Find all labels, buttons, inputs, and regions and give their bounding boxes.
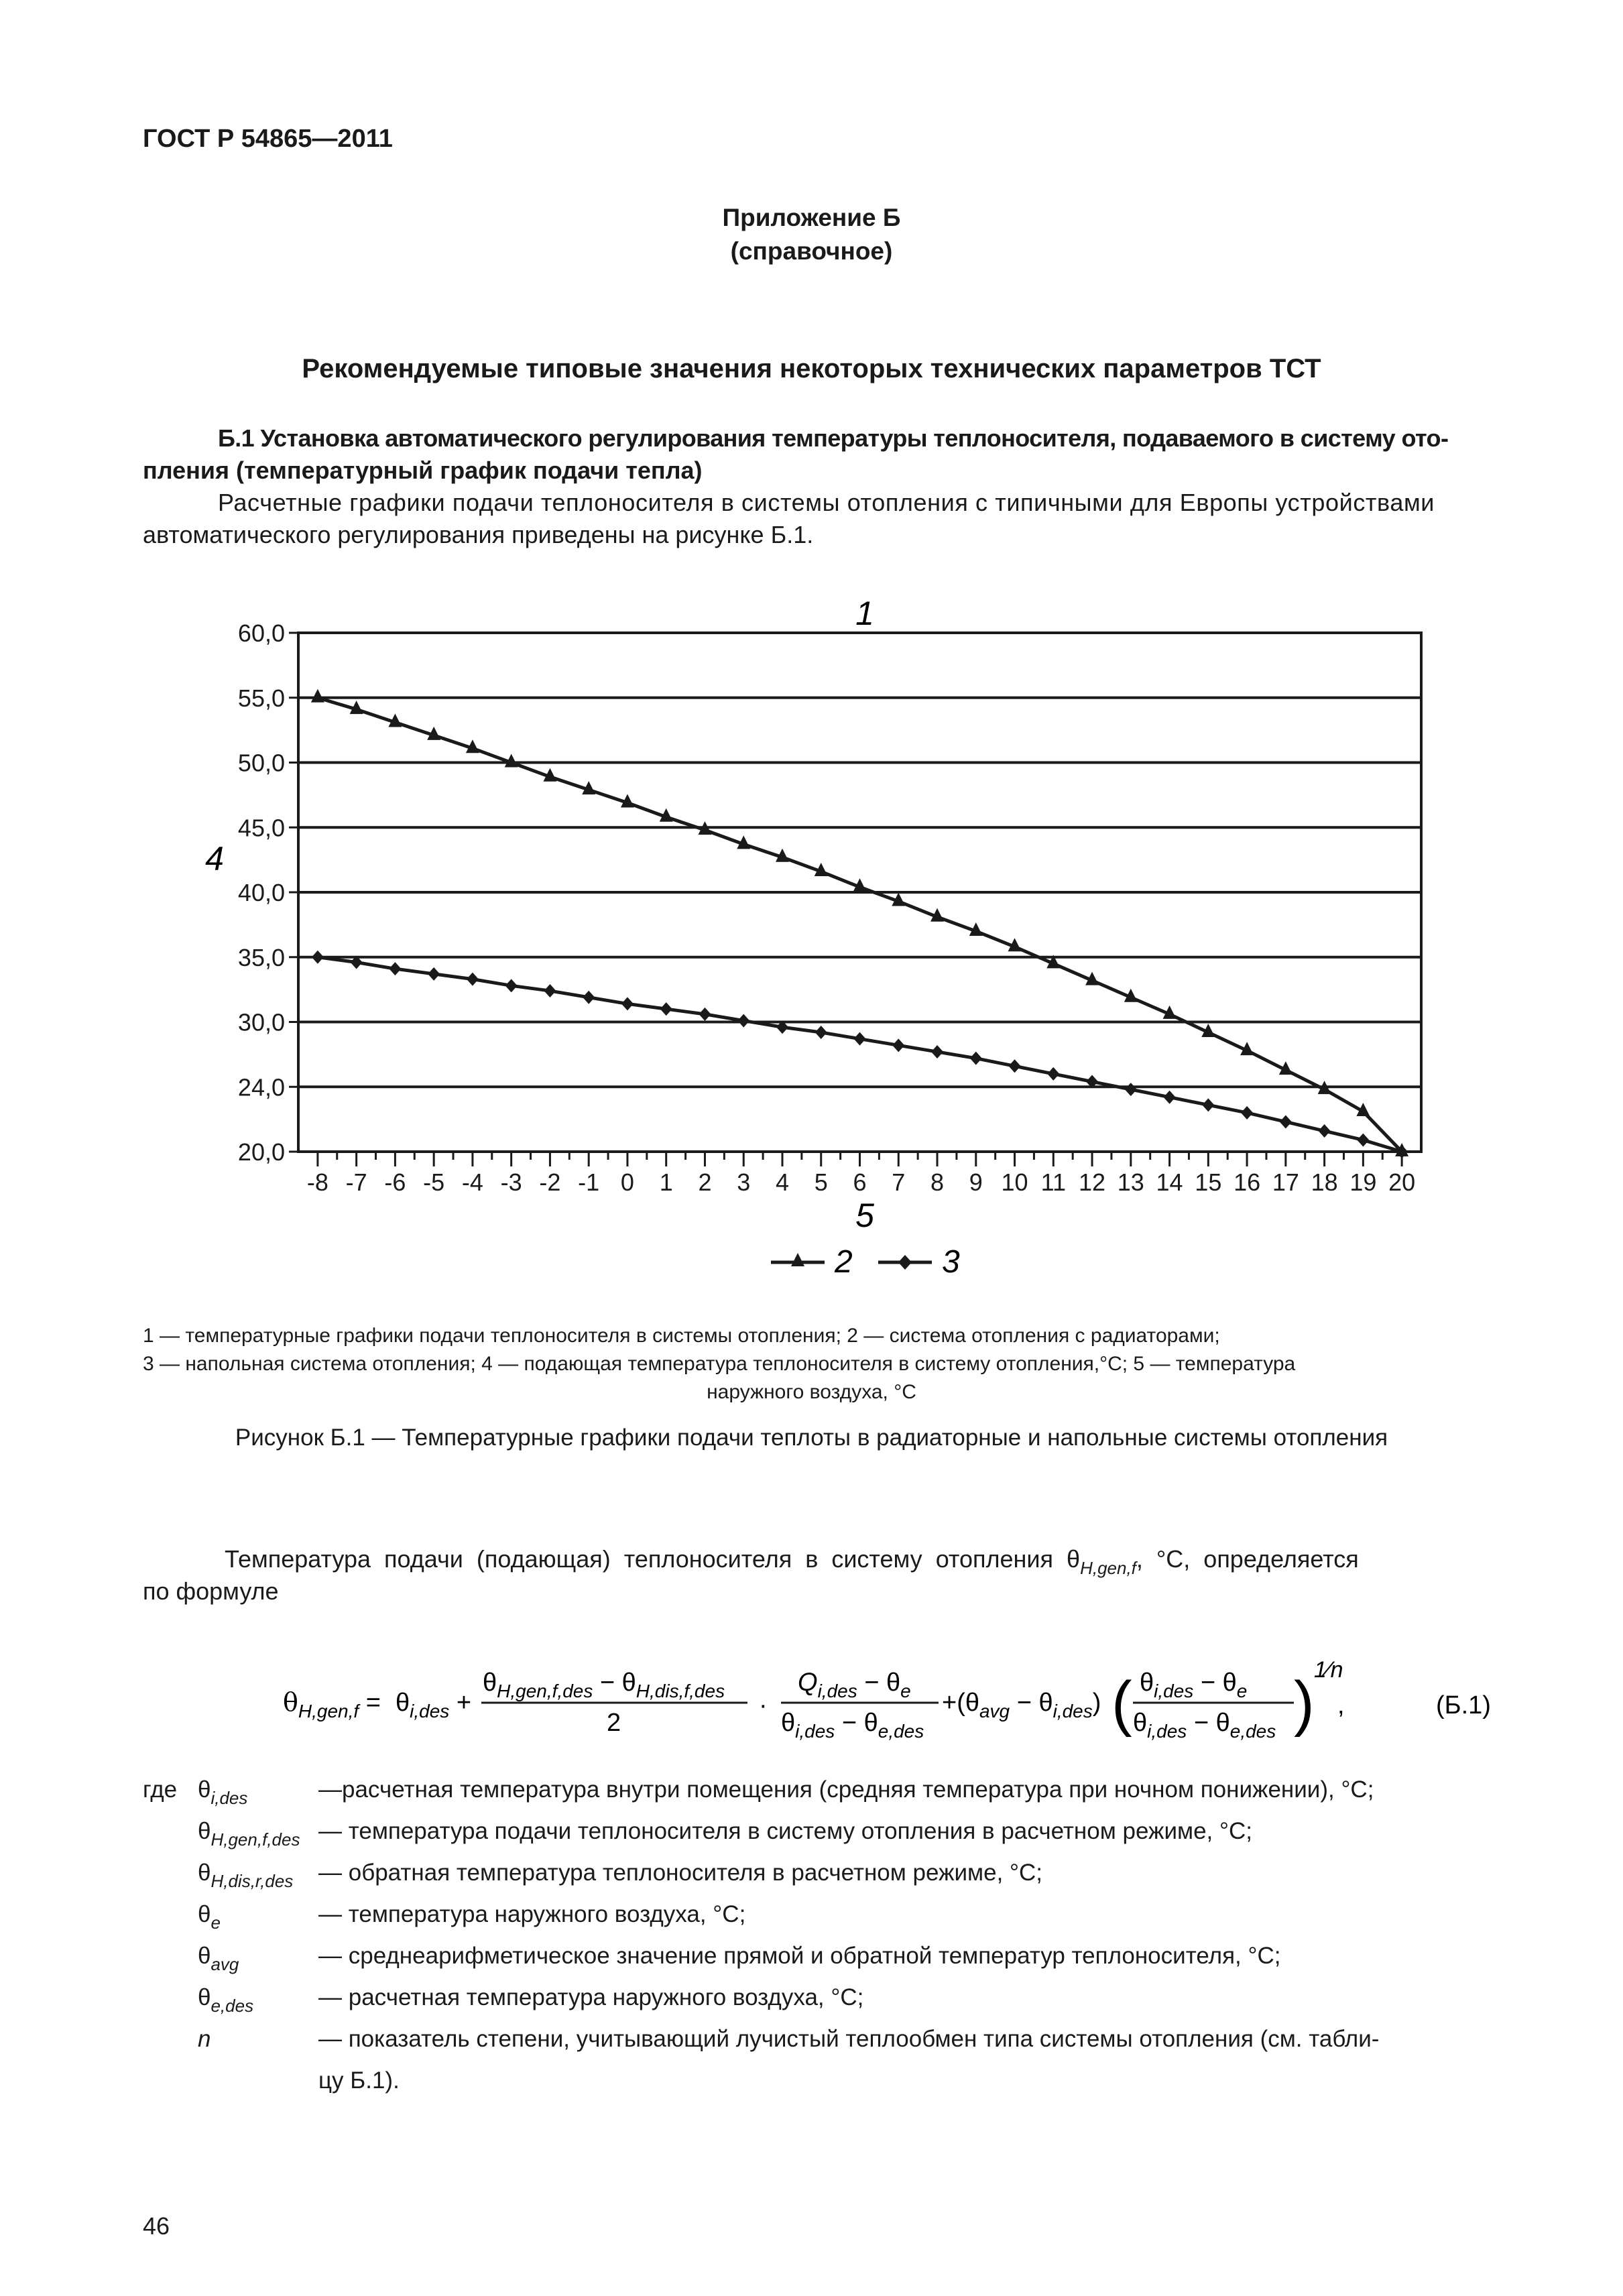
x-tick-label: -5 [423,1168,445,1196]
y-tick-label: 55,0 [237,684,285,712]
series-3-point [428,967,440,981]
x-tick-label: 2 [698,1168,712,1196]
page-number: 46 [143,2212,170,2240]
series-2-point [311,689,324,703]
y-tick-label: 50,0 [237,749,285,777]
section-title: Рекомендуемые типовые значения некоторых технических параметров ТСТ [302,354,1321,383]
formula-numerator1: $\theta_{H,gen,f,des} - \theta_{H,dis,f,des}$ [483,1669,725,1701]
definition-text: — температура наружного воздуха, °С; [318,1901,746,1927]
symbol-subscript: e,des [211,1996,254,2016]
x-tick-label: 5 [814,1168,828,1196]
formula-numerator3: $\theta_{i,des} - \theta_e$ [1140,1669,1248,1701]
formula-paren-close: ) [1294,1669,1315,1738]
x-tick-label: 13 [1117,1168,1144,1196]
definitions-list [198,1773,1512,2098]
formula-number: (Б.1) [1436,1691,1491,1719]
definition-row [198,1815,1512,1856]
y-tick-label: 30,0 [237,1008,285,1036]
definitions-where: где [143,1776,178,1803]
formula-paren-open: ( [1111,1669,1132,1738]
chart-legend [771,1244,960,1280]
series-3-point [1319,1124,1331,1138]
formula-denominator2: $\theta_{i,des} - \theta_{e,des}$ [781,1709,924,1742]
formula-comma: , [1337,1691,1345,1719]
series-3-point [1009,1059,1021,1073]
symbol-char: θ [198,1860,211,1886]
series-3-point [854,1032,866,1046]
formula-numerator2: $Q_{i,des} - \theta_e$ [798,1669,911,1701]
y-tick-label: 60,0 [237,619,285,647]
formula-dot: · [759,1691,768,1719]
definition-text: — расчетная температура наружного воздуха, °С; [318,1984,864,2010]
series-3-point [1125,1083,1137,1096]
b1-body-line2: автоматического регулирования приведены на рисунке Б.1. [143,521,814,548]
x-tick-label: 18 [1311,1168,1338,1196]
definition-row [198,1981,1512,2022]
x-tick-label: 20 [1388,1168,1416,1196]
document-header: ГОСТ Р 54865—2011 [143,125,393,153]
series-3-point [970,1052,982,1065]
x-tick-label: -8 [306,1168,328,1196]
symbol-subscript: i,des [211,1788,248,1808]
definition-symbol [198,1773,318,1815]
x-tick-label: 19 [1349,1168,1377,1196]
appendix-subtitle: (справочное) [730,237,893,265]
legend-triangle-marker [791,1253,804,1266]
definition-row [198,1939,1512,1981]
definition-text: цу Б.1). [318,2067,400,2094]
definition-symbol [198,1939,318,1981]
symbol-char: θ [198,1818,211,1844]
formula-lhs: $\theta_{H,gen,f}$ = [283,1687,381,1721]
definition-symbol [198,2022,318,2064]
series-3-point [699,1008,711,1021]
formula-b1 [268,1649,1508,1756]
figure-caption: Рисунок Б.1 — Температурные графики подачи теплоты в радиаторные и напольные системы отопления [235,1425,1388,1451]
x-tick-label: 6 [853,1168,867,1196]
formula-term3: $+(\theta_{avg} - \theta_{i,des})$ [942,1689,1101,1721]
series-3-point [1202,1098,1214,1111]
series-3-point [505,979,518,992]
symbol-subscript: e [211,1913,221,1933]
x-tick-label: 1 [659,1168,673,1196]
x-tick-label: 14 [1156,1168,1183,1196]
chart-label-4: 4 [205,840,224,878]
symbol-char: θ [198,1943,211,1969]
figure-legend-line3: наружного воздуха, °С [707,1381,916,1403]
x-tick-label: 12 [1079,1168,1106,1196]
series-3-point [1280,1115,1292,1128]
symbol-char: n [198,2026,211,2052]
series-3-point [583,991,595,1004]
series-3-point [621,997,634,1010]
y-tick-label: 45,0 [237,814,285,842]
symbol-char: θ [198,1984,211,2010]
formula-term1: $\theta_{i,des}$ + [396,1689,472,1721]
definition-text: — показатель степени, учитывающий лучистый теплообмен типа системы отопления (см. табли- [318,2026,1380,2052]
series-3-point [892,1038,904,1052]
x-tick-label: 9 [969,1168,983,1196]
formula-exponent: 1⁄n [1314,1657,1343,1683]
y-tick-label: 20,0 [237,1138,285,1166]
x-axis-ticks [307,1152,1415,1196]
series-line-3 [318,957,1402,1152]
intro-text-b: , °С, определяется [1136,1545,1359,1573]
series-3-point [389,962,401,975]
series-3-point [1047,1067,1059,1081]
x-tick-label: -2 [539,1168,561,1196]
formula-intro-line1 [225,1543,1359,1584]
intro-text-a: Температура подачи (подающая) теплоносителя в систему отопления θ [225,1545,1081,1573]
formula-intro-line2: по формуле [143,1577,279,1605]
x-tick-label: -1 [578,1168,600,1196]
intro-subscript: H,gen,f [1080,1558,1136,1578]
symbol-subscript: avg [211,1954,239,1974]
b1-heading-line2: пления (температурный график подачи тепла) [143,457,703,484]
x-tick-label: 8 [930,1168,945,1196]
x-tick-label: 4 [775,1168,789,1196]
y-tick-label: 35,0 [237,943,285,971]
symbol-char: θ [198,1901,211,1927]
definition-text: — температура подачи теплоносителя в систему отопления в расчетном режиме, °С; [318,1818,1252,1844]
b1-body-line1: Расчетные графики подачи теплоносителя в системы отопления с типичными для Европы устройствами [218,489,1435,516]
x-tick-label: -4 [461,1168,483,1196]
x-tick-label: -7 [345,1168,367,1196]
legend-label-3: 3 [942,1244,960,1280]
series-3-point [467,973,479,986]
x-tick-label: 10 [1001,1168,1028,1196]
b1-heading-line1: Б.1 Установка автоматического регулирования температуры теплоносителя, подаваемого в систему ото- [218,424,1449,452]
definition-row [198,1773,1512,1815]
series-3-point [312,951,324,964]
definition-symbol [198,1856,318,1898]
x-tick-label: 0 [620,1168,634,1196]
appendix-title: Приложение Б [722,204,901,231]
x-tick-label: 3 [737,1168,751,1196]
series-3-point [737,1014,749,1028]
definition-row [198,1856,1512,1898]
formula-denominator1: 2 [607,1709,621,1737]
series-3-point [660,1002,672,1016]
y-tick-label: 40,0 [237,879,285,906]
series-3-point [1164,1091,1176,1104]
x-tick-label: -3 [500,1168,522,1196]
chart-label-5: 5 [855,1197,874,1234]
x-tick-label: 15 [1195,1168,1222,1196]
definition-row [198,1898,1512,1939]
definition-row [198,2022,1512,2064]
series-3-point [815,1026,827,1039]
x-tick-label: 7 [892,1168,906,1196]
definition-text: — обратная температура теплоносителя в расчетном режиме, °С; [318,1860,1043,1886]
x-tick-label: -6 [384,1168,406,1196]
figure-legend-line1: 1 — температурные графики подачи теплоносителя в системы отопления; 2 — система отопления с радиаторами; [143,1325,1220,1347]
series-3-point [1357,1134,1369,1147]
definition-symbol [198,1981,318,2022]
series-3-point [931,1045,943,1059]
y-axis-ticks [238,619,298,1166]
definition-symbol [198,1815,318,1856]
x-tick-label: 11 [1040,1168,1066,1196]
x-tick-label: 17 [1272,1168,1299,1196]
symbol-subscript: H,dis,r,des [211,1871,294,1891]
legend-label-2: 2 [835,1244,853,1280]
definition-text: — среднеарифметическое значение прямой и обратной температур теплоносителя, °С; [318,1943,1281,1969]
formula-denominator3: $\theta_{i,des} - \theta_{e,des}$ [1133,1709,1276,1742]
series-3-point [1241,1106,1253,1120]
definition-text: —расчетная температура внутри помещения (средняя температура при ночном понижении), °С; [318,1776,1374,1803]
chart-grid [298,633,1421,1152]
symbol-subscript: H,gen,f,des [211,1829,300,1850]
chart-label-1: 1 [855,595,874,632]
x-tick-label: 16 [1234,1168,1261,1196]
figure-legend-line2: 3 — напольная система отопления; 4 — подающая температура теплоносителя в систему отопления,°С; 5 — температура [143,1353,1296,1375]
legend-diamond-marker [898,1255,912,1270]
series-3-point [544,984,556,998]
symbol-char: θ [198,1776,211,1803]
series-line-2 [318,698,1402,1152]
y-tick-label: 24,0 [237,1073,285,1101]
definition-row [198,2064,1512,2098]
definition-symbol [198,1898,318,1939]
definition-symbol [198,2064,318,2098]
